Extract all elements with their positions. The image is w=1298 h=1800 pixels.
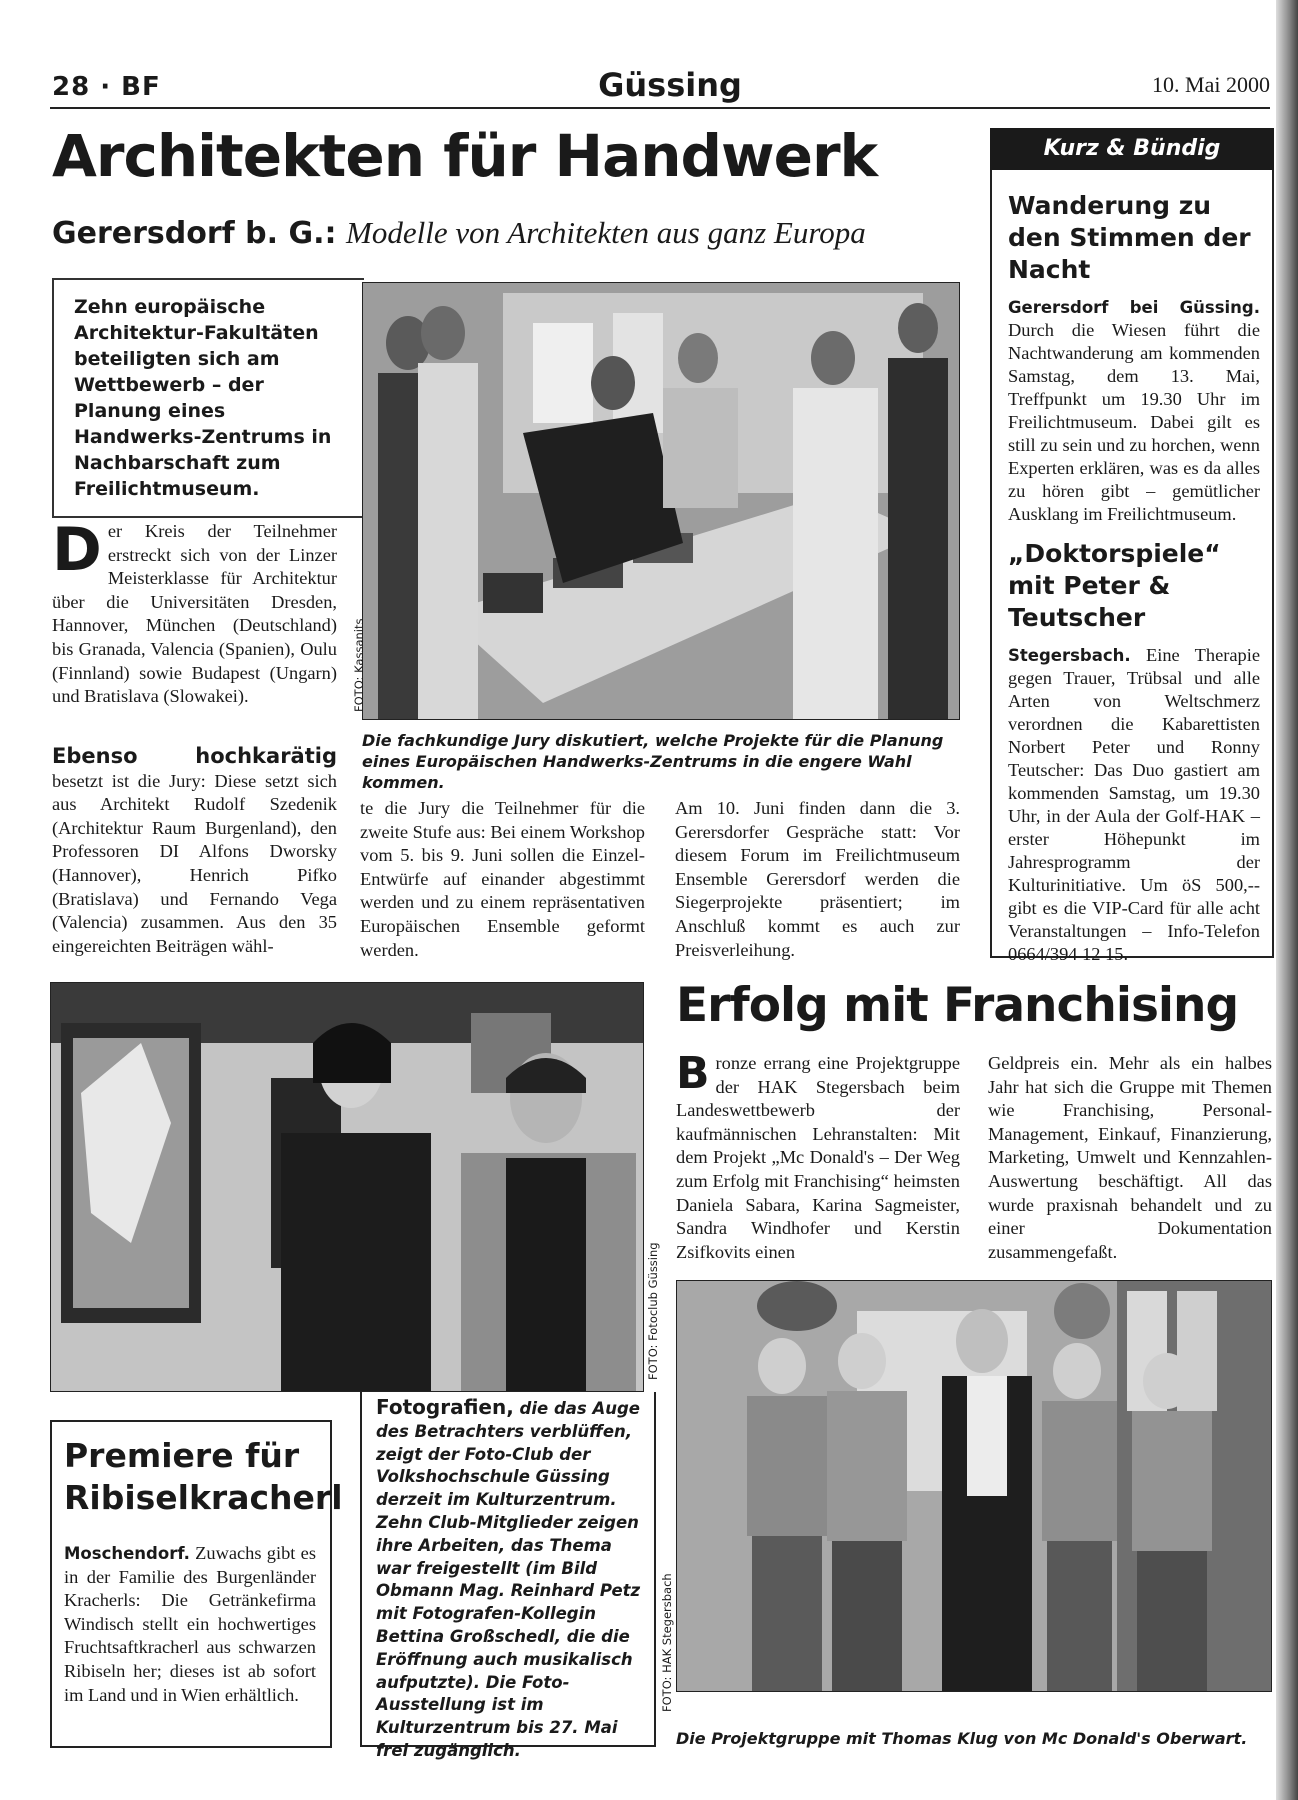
- ribisel-body: Zuwachs gibt es in der Familie des Burgenländer Kracherls: Die Getränkefirma Windisch stellt ein hochwertiges Fruchtsaftkracherl aus schwarzen Ribiseln her; dieses ist ab sofort im Land und in Wien erhältlich.: [64, 1543, 316, 1705]
- kurz-item-1-body: Durch die Wiesen führt die Nachtwanderung am kommenden Samstag, dem 13. Mai, Treffpunkt um 19.30 Uhr im Freilichtmuseum. Dabei gilt es still zu sein und zu horchen, wenn Experten erklären, was es da alles zu hören gibt – gemütlicher Ausklang im Freilichtmuseum.: [1008, 320, 1260, 524]
- subhead-text: Modelle von Architekten aus ganz Europa: [346, 215, 866, 250]
- article-para-2: besetzt ist die Jury: Diese setzt sich aus Architekt Rudolf Szedenik (Architektur Raum Burgenland), den Professoren DI Alfons Dworsky (Hannover), Henrich Pifko (Bratislava) und Fernando Vega (Valencia) zusammen. Aus den 35 eingereichten Beiträgen wähl-: [52, 770, 337, 956]
- drop-cap: D: [52, 515, 102, 585]
- franchising-headline: Erfolg mit Franchising: [676, 978, 1239, 1033]
- jury-photo-image: [363, 283, 959, 719]
- kurz-item-2-place: Stegersbach.: [1008, 646, 1131, 665]
- scan-edge-shadow: [1276, 0, 1298, 1800]
- article-column-2: te die Jury die Teilnehmer für die zweite Stufe aus: Bei einem Workshop vom 5. bis 9. Juni sollen die Einzel-Entwürfe auf einander abgestimmt werden und zu einem repräsentativen Europäischen Ensemble geformt werden.: [360, 798, 645, 960]
- teaser-box: Zehn europäische Architektur-Fakultäten beteiligten sich am Wettbewerb – der Planung eines Handwerks-Zentrums in Nachbarschaft zum Freilichtmuseum.: [52, 278, 364, 518]
- inline-heading: Ebenso hochkarätig: [52, 744, 337, 768]
- franchising-column-1: [676, 1048, 960, 1264]
- fotoclub-photo-credit: FOTO: Fotoclub Güssing: [646, 1242, 660, 1380]
- kurz-buendig-title: Kurz & Bündig: [990, 128, 1274, 170]
- main-subhead: [52, 215, 866, 251]
- ribisel-place: Moschendorf.: [64, 1544, 190, 1563]
- section-title: Güssing: [598, 66, 742, 104]
- fotoclub-photo: [50, 982, 644, 1392]
- project-group-photo-caption: Die Projektgruppe mit Thomas Klug von Mc Donald's Oberwart.: [676, 1729, 1248, 1748]
- ribisel-text: [64, 1542, 316, 1707]
- kurz-item-1: [1008, 190, 1260, 526]
- kurz-item-2-body: Eine Therapie gegen Trauer, Trübsal und alle Arten von Weltschmerz verordnen die Kabarettisten Norbert Peter und Ronny Teutscher: Das Duo gastiert am kommenden Samstag, um 19.30 Uhr, in der Aula der Golf-HAK – erster Höhepunkt im Jahresprogramm der Kulturinitiative. Um öS 500,-- gibt es die VIP-Card für alle acht Veranstaltungen – Info-Telefon 0664/394 12 15.: [1008, 645, 1260, 964]
- kurz-item-2-text: [1008, 644, 1260, 966]
- project-group-photo-credit: FOTO: HAK Stegersbach: [660, 1573, 674, 1712]
- fotoclub-lead: Fotografien,: [376, 1395, 514, 1419]
- subhead-location: Gerersdorf b. G.:: [52, 216, 337, 251]
- issue-date: 10. Mai 2000: [1152, 72, 1270, 97]
- kurz-item-2-head: „Doktorspiele“ mit Peter & Teutscher: [1008, 539, 1221, 632]
- article-column-3: Am 10. Juni finden dann die 3. Gerersdorfer Gespräche statt: Vor diesem Forum im Freilichtmuseum Ensemble Gerersdorf werden die Siegerprojekte präsentiert; im Anschluß kommt es auch zur Preisverleihung.: [675, 798, 960, 960]
- article-column-1: [52, 515, 337, 709]
- fotoclub-text: [376, 1396, 646, 1763]
- project-group-photo: [676, 1280, 1272, 1692]
- jury-photo-credit: FOTO: Kassanits: [352, 618, 366, 712]
- header-rule: [50, 107, 1270, 109]
- ribisel-headline: Premiere für Ribiselkracherl: [64, 1436, 343, 1517]
- fotoclub-body: die das Auge des Betrachters verblüffen, zeigt der Foto-Club der Volkshochschule Güssing derzeit im Kulturzentrum. Zehn Club-Mitglieder zeigen ihre Arbeiten, das Thema war freigestellt (im Bild Obmann Mag. Reinhard Petz mit Fotografen-Kollegin Bettina Großschedl, die die Eröffnung auch musikalisch aufputzte). Die Foto-Ausstellung ist im Kulturzentrum bis 27. Mai frei zugänglich.: [376, 1399, 641, 1760]
- project-group-photo-image: [677, 1281, 1271, 1691]
- jury-photo: [362, 282, 960, 720]
- kurz-item-1-text: [1008, 296, 1260, 526]
- kurz-item-1-head: Wanderung zu den Stimmen der Nacht: [1008, 191, 1251, 284]
- article-column-1b: [52, 745, 337, 958]
- jury-photo-caption: Die fachkundige Jury diskutiert, welche Projekte für die Planung eines Europäischen Handwerks-Zentrums in die engere Wahl kommen.: [362, 731, 944, 792]
- article-para-1: er Kreis der Teilnehmer erstreckt sich von der Linzer Meisterklasse für Architektur über die Universitäten Dresden, Hannover, München (Deutschland) bis Granada, Valencia (Spanien), Oulu (Finnland) sowie Budapest (Ungarn) und Bratislava (Slowakei).: [52, 521, 337, 707]
- franchising-text-1: ronze errang eine Projektgruppe der HAK Stegersbach beim Landeswettbewerb der kaufmännischen Lehranstalten: Mit dem Projekt „Mc Donald's – Der Weg zum Erfolg mit Franchising“ heimsten Daniela Sabara, Karina Sagmeister, Sandra Windhofer und Kerstin Zsifkovits einen: [676, 1053, 960, 1262]
- kurz-item-2: [1008, 538, 1260, 966]
- page-number: 28 · BF: [52, 72, 161, 102]
- main-headline: Architekten für Handwerk: [52, 122, 878, 190]
- franchising-column-2: Geldpreis ein. Mehr als ein halbes Jahr hat sich die Gruppe mit Themen wie Franchising, Personal-Management, Einkauf, Finanzierung, Marketing, Umwelt und Kennzahlen-Auswertung beschäftigt. All das wurde praxisnah behandelt und zu einer Dokumentation zusammengefaßt.: [988, 1053, 1272, 1262]
- kurz-item-1-place: Gerersdorf bei Güssing.: [1008, 298, 1260, 317]
- fotoclub-photo-image: [51, 983, 643, 1391]
- franchising-drop-cap: B: [676, 1048, 710, 1099]
